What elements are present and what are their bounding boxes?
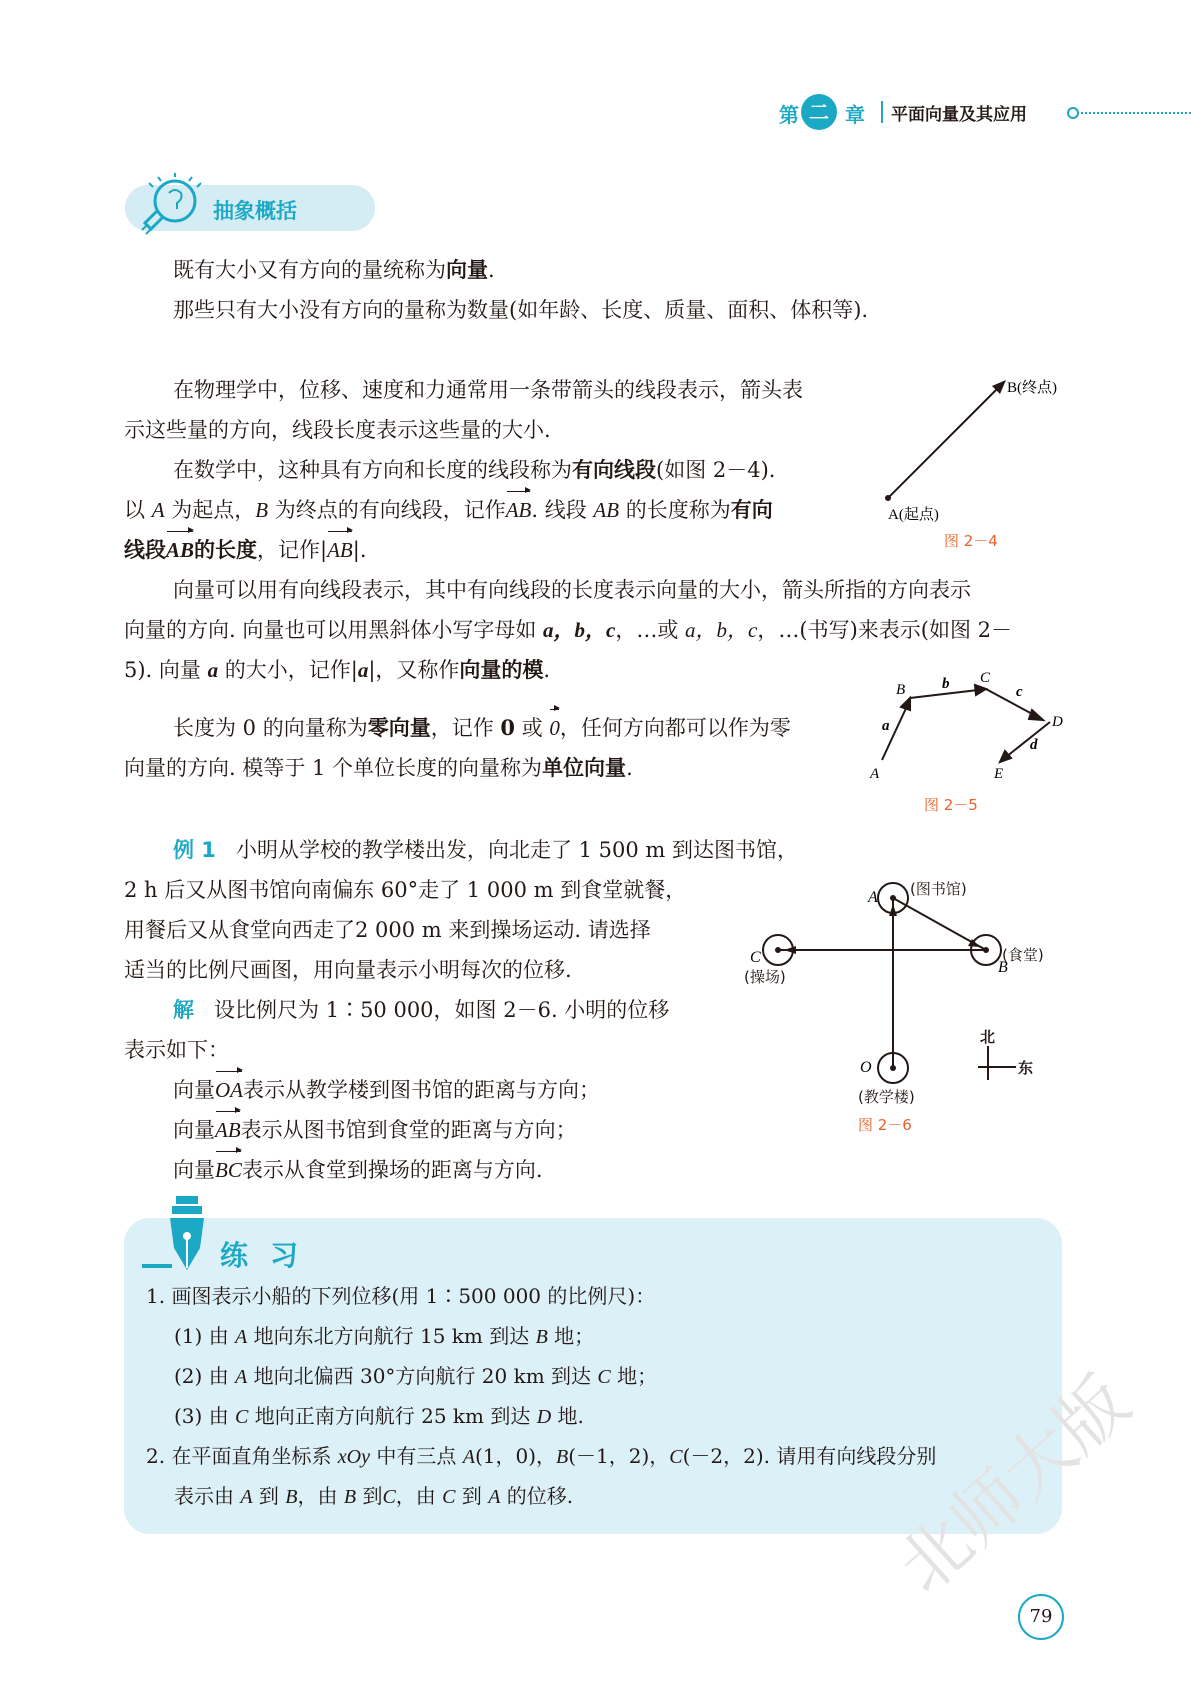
chapter-suffix: 章	[845, 103, 865, 127]
fig26-point-B: B	[998, 959, 1008, 976]
repr-line-1: 向量可以用有向线段表示，其中有向线段的长度表示向量的大小，箭头所指的方向表示	[173, 578, 971, 602]
fig26-playground-label: (操场)	[744, 968, 786, 986]
vector-definition: 既有大小又有方向的量统称为向量.	[173, 257, 495, 282]
fig25-vector-a: a	[882, 718, 890, 734]
chapter-header	[771, 92, 1191, 132]
solution-line-4: 向量AB表示从图书馆到食堂的距离与方向；	[173, 1110, 577, 1150]
fig26-point-C: C	[750, 949, 761, 966]
fig25-point-D: D	[1052, 714, 1063, 730]
fig25-point-E: E	[994, 766, 1004, 782]
exercise-q2: 2. 在平面直角坐标系 xOy 中有三点 A(1，0)，B(－1，2)，C(－2，2). 请用有向线段分别	[146, 1444, 937, 1468]
chapter-prefix: 第	[779, 103, 799, 127]
label-start-point: A(起点)	[888, 507, 939, 523]
physics-line-1: 在物理学中，位移、速度和力通常用一条带箭头的线段表示，箭头表	[173, 378, 803, 402]
physics-line-2: 示这些量的方向，线段长度表示这些量的大小.	[124, 418, 551, 442]
figure-2-5-caption: 图 2－5	[924, 796, 978, 814]
compass-icon	[978, 1046, 1016, 1080]
lightbulb-icon	[139, 173, 205, 239]
pen-nib-icon	[142, 1196, 222, 1280]
header-divider	[881, 101, 883, 123]
fig26-teaching-building-label: (教学楼)	[858, 1088, 915, 1106]
exercise-q1-3: (3) 由 C 地向正南方向航行 25 km 到达 D 地.	[174, 1404, 584, 1428]
figure-2-6-caption: 图 2－6	[858, 1116, 912, 1134]
directed-line-1: 在数学中，这种具有方向和长度的线段称为有向线段(如图 2－4).	[173, 457, 776, 482]
solution-line-3: 向量OA表示从教学楼到图书馆的距离与方向；	[173, 1070, 600, 1110]
example-line-4: 适当的比例尺画图，用向量表示小明每次的位移.	[124, 958, 572, 982]
chapter-title: 平面向量及其应用	[891, 105, 1027, 125]
quantity-definition: 那些只有大小没有方向的量称为数量(如年龄、长度、质量、面积、体积等).	[173, 298, 869, 322]
fig26-canteen-label: (食堂)	[1002, 946, 1044, 964]
repr-line-2: 向量的方向. 向量也可以用黑斜体小写字母如 a，b，c，…或 a，b，c，…(书写)来表示(如图 2－	[124, 618, 1012, 642]
example-line-1: 例 1 小明从学校的教学楼出发，向北走了 1 500 m 到达图书馆，	[173, 838, 799, 862]
exercise-q1-1: (1) 由 A 地向东北方向航行 15 km 到达 B 地；	[174, 1324, 595, 1348]
figure-2-6	[730, 868, 1070, 1118]
fig26-point-A: A	[868, 889, 878, 906]
fig26-library-label: (图书馆)	[910, 880, 967, 898]
directed-segment-line	[888, 384, 1002, 498]
repr-line-3: 5). 向量 a 的大小，记作|a|，又称作向量的模.	[124, 657, 551, 682]
fig25-point-B: B	[896, 682, 906, 698]
zero-vector-line-1: 长度为 0 的向量称为零向量，记作 0 或 0，任何方向都可以作为零	[173, 708, 791, 748]
figure-2-4-caption: 图 2－4	[944, 532, 998, 550]
publisher-watermark: 北师大版	[882, 1360, 1146, 1609]
compass-east-label: 东	[1018, 1059, 1034, 1077]
label-end-point: B(终点)	[1007, 380, 1057, 396]
figure-2-5	[860, 660, 1080, 785]
fig25-point-A: A	[870, 766, 880, 782]
exercise-box	[124, 1218, 1062, 1534]
header-dotted-line	[1077, 112, 1191, 114]
chapter-number-badge: 二	[801, 94, 837, 130]
directed-line-3: 线段AB的长度，记作|AB|.	[124, 530, 367, 570]
zero-vector-line-2: 向量的方向. 模等于 1 个单位长度的向量称为单位向量.	[124, 755, 633, 780]
solution-line-2: 表示如下：	[124, 1038, 229, 1062]
exercise-q1: 1. 画图表示小船的下列位移(用 1∶500 000 的比例尺)：	[146, 1284, 656, 1308]
section-tag-label: 抽象概括	[213, 199, 297, 223]
solution-line-5: 向量BC表示从食堂到操场的距离与方向.	[173, 1150, 543, 1190]
fig25-point-C: C	[980, 670, 991, 686]
exercise-q2-line-2: 表示由 A 到 B，由 B 到C，由 C 到 A 的位移.	[174, 1484, 574, 1508]
fig25-vector-c: c	[1016, 684, 1023, 700]
example-line-3: 用餐后又从食堂向西走了2 000 m 来到操场运动. 请选择	[124, 918, 651, 942]
fig25-vector-d: d	[1030, 737, 1038, 753]
start-point	[885, 495, 891, 501]
figure-2-4	[870, 370, 1070, 523]
fig25-vector-b: b	[942, 676, 950, 692]
solution-line-1: 解 设比例尺为 1∶50 000，如图 2－6. 小明的位移	[173, 998, 670, 1022]
fig26-point-O: O	[860, 1059, 872, 1076]
compass-north-label: 北	[980, 1028, 996, 1046]
example-line-2: 2 h 后又从图书馆向南偏东 60°走了 1 000 m 到食堂就餐，	[124, 878, 687, 902]
directed-line-2: 以 A 为起点，B 为终点的有向线段，记作AB. 线段 AB 的长度称为有向	[124, 490, 773, 530]
exercise-title: 练习	[220, 1239, 321, 1272]
page-number: 79	[1018, 1594, 1064, 1640]
exercise-q1-2: (2) 由 A 地向北偏西 30°方向航行 20 km 到达 C 地；	[174, 1364, 658, 1388]
section-tag	[125, 185, 375, 231]
